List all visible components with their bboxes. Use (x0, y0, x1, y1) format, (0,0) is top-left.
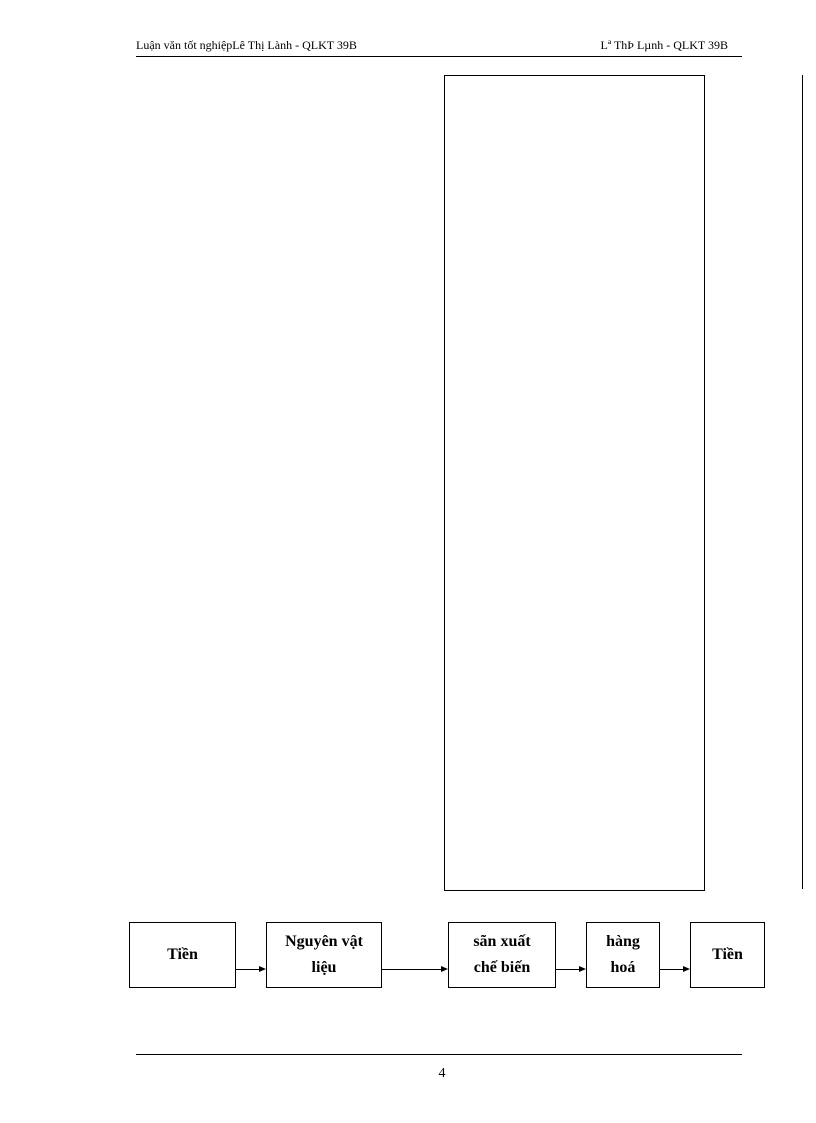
arrowhead-2 (441, 966, 448, 972)
right-edge-line (802, 75, 803, 889)
arrowhead-4 (683, 966, 690, 972)
flow-box-tien-start (129, 922, 236, 988)
arrow-1 (236, 969, 260, 970)
flow-box-hang-hoa (586, 922, 660, 988)
header-divider (136, 56, 742, 57)
flow-box-tien-end (690, 922, 765, 988)
empty-frame (444, 75, 705, 891)
header-left-text: Luận văn tốt nghiệpLê Thị Lành - QLKT 39B (136, 38, 357, 52)
flow-box-label: Nguyên vật liệu (285, 933, 363, 976)
arrow-2 (382, 969, 442, 970)
flow-box-label: Tiền (167, 946, 198, 963)
arrow-3 (556, 969, 579, 970)
arrowhead-1 (259, 966, 266, 972)
arrow-4 (660, 969, 683, 970)
footer-divider (136, 1054, 742, 1055)
flow-box-label: Tiền (712, 946, 743, 963)
arrowhead-3 (579, 966, 586, 972)
page-number: 4 (438, 1066, 446, 1081)
flow-box-label: sãn xuất chế biến (473, 933, 531, 976)
header-right-text: Lª ThÞ Lµnh - QLKT 39B (600, 38, 728, 52)
flow-box-nguyen-vat-lieu (266, 922, 382, 988)
flow-box-san-xuat (448, 922, 556, 988)
flow-box-label: hàng hoá (606, 933, 640, 976)
